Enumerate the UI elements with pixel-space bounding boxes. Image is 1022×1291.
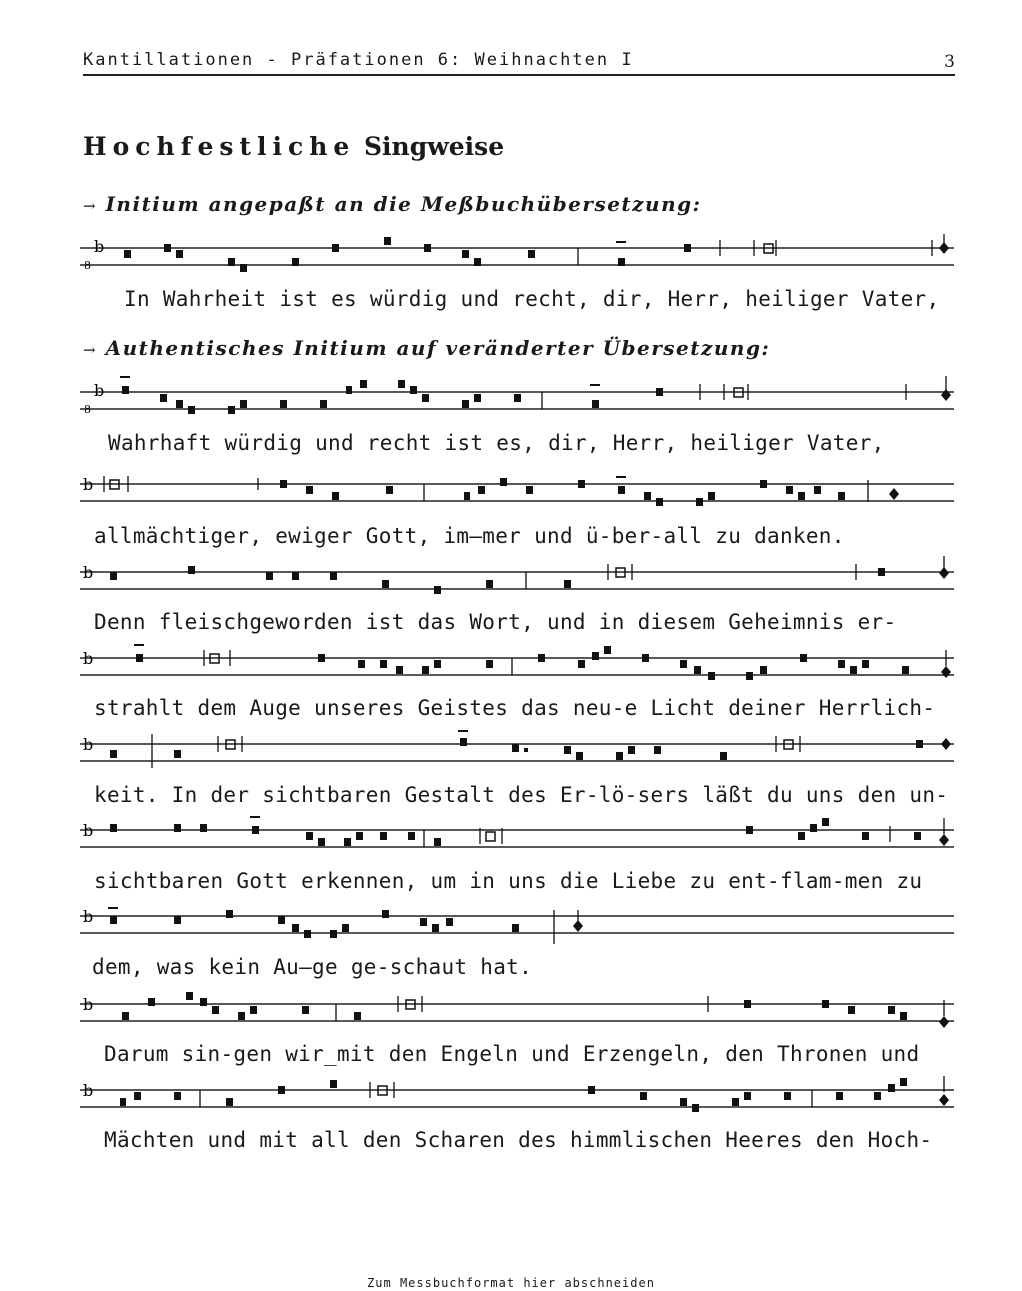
staff-2-svg — [80, 376, 954, 416]
staff-9 — [80, 988, 954, 1028]
staff-8-svg — [80, 900, 954, 944]
staff-7-svg — [80, 814, 954, 854]
lyric-line-10: Mächten und mit all den Scharen des himmlischen Heeres den Hoch- — [104, 1128, 933, 1152]
lyric-line-3: allmächtiger, ewiger Gott, im—mer und ü-ber-all zu danken. — [94, 524, 845, 548]
staff-1 — [80, 232, 954, 272]
octave-clef-icon: 8 — [84, 259, 91, 272]
staff-8 — [80, 900, 954, 940]
rubric-text: Authentisches Initium auf veränderter Übersetzung: — [105, 336, 771, 360]
flat-clef-icon: b — [83, 907, 94, 926]
octave-clef-icon: 8 — [84, 403, 91, 416]
staff-5 — [80, 642, 954, 682]
section-title — [83, 132, 504, 161]
neumes — [120, 376, 951, 414]
rubric-initium-authentic — [83, 336, 770, 360]
header-title: Kantillationen - Präfationen 6: Weihnachten I — [83, 50, 634, 70]
rubric-text: Initium angepaßt an die Meßbuchübersetzung: — [105, 192, 702, 216]
divisions — [104, 476, 868, 502]
staff-10-svg — [80, 1074, 954, 1114]
flat-clef-icon: b — [83, 1081, 94, 1100]
staff-4-svg — [80, 556, 954, 596]
arrow-icon: → — [83, 197, 96, 215]
neumes — [122, 992, 949, 1028]
footer-cut-note: Zum Messbuchformat hier abschneiden — [367, 1276, 655, 1290]
flat-clef-icon: b — [94, 237, 105, 256]
staff-2 — [80, 376, 954, 416]
lyric-line-2: Wahrhaft würdig und recht ist es, dir, Herr, heiliger Vater, — [108, 431, 885, 455]
flat-clef-icon: b — [94, 381, 105, 400]
flat-clef-icon: b — [83, 735, 94, 754]
section-title-rest: Singweise — [364, 132, 505, 161]
divisions — [578, 234, 944, 265]
lyric-line-4: Denn fleischgeworden ist das Wort, und in diesem Geheimnis er- — [94, 610, 897, 634]
staff-7 — [80, 814, 954, 854]
staff-1-svg — [80, 232, 954, 272]
flat-clef-icon: b — [83, 563, 94, 582]
lyric-line-7: sichtbaren Gott erkennen, um in uns die Liebe zu ent-flam-men zu — [94, 869, 923, 893]
section-title-spaced: Hochfestliche — [83, 132, 356, 161]
flat-clef-icon: b — [83, 995, 94, 1014]
lyric-line-6: keit. In der sichtbaren Gestalt des Er-lö-sers läßt du uns den un- — [94, 783, 949, 807]
staff-5-svg — [80, 642, 954, 682]
flat-clef-icon: b — [83, 475, 94, 494]
divisions — [152, 734, 800, 768]
lyric-line-8: dem, was kein Au—ge ge-schaut hat. — [92, 955, 533, 979]
lyric-line-9: Darum sin-gen wir_mit den Engeln und Erzengeln, den Thronen und — [104, 1042, 920, 1066]
neumes — [110, 730, 951, 760]
staff-6-svg — [80, 728, 954, 768]
staff-10 — [80, 1074, 954, 1114]
divisions — [200, 1076, 944, 1107]
staff-3 — [80, 468, 954, 508]
flat-clef-icon: b — [83, 821, 94, 840]
flat-clef-icon: b — [83, 649, 94, 668]
neumes — [124, 237, 949, 272]
staff-4 — [80, 556, 954, 596]
staff-3-svg — [80, 468, 954, 508]
neumes — [110, 816, 949, 846]
lyric-line-5: strahlt dem Auge unseres Geistes das neu-e Licht deiner Herrlich- — [94, 696, 936, 720]
staff-6 — [80, 728, 954, 768]
neumes — [110, 468, 899, 506]
page-number: 3 — [944, 52, 955, 72]
divisions — [204, 650, 946, 675]
running-header — [83, 48, 955, 76]
rubric-initium-adapted — [83, 192, 701, 216]
arrow-icon: → — [83, 341, 96, 359]
lyric-line-1: In Wahrheit ist es würdig und recht, dir, Herr, heiliger Vater, — [124, 287, 940, 311]
staff-9-svg — [80, 988, 954, 1028]
neumes — [110, 566, 949, 594]
